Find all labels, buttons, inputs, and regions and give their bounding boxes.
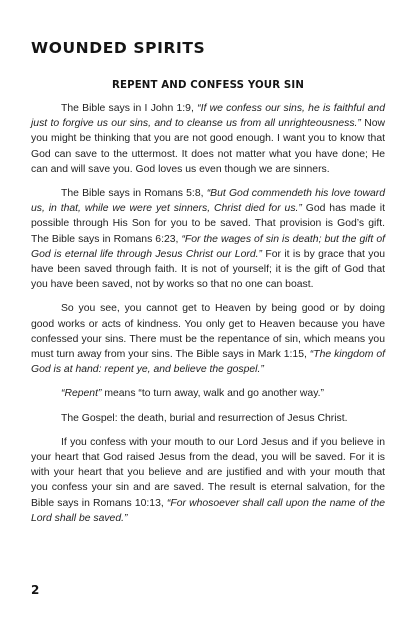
body-text [31,101,385,535]
paragraph-text: The Bible says in I John 1:9, [61,103,198,114]
scripture-quote: “Repent” [61,388,102,400]
paragraph-2 [31,186,385,292]
paragraph-text: For it is by grace that you have been saved through faith. It is not of yourself; it is the gift of God that you have been saved, not by works so that no one can boast. [31,248,385,291]
paragraph-text: God has made it possible through His Son for you to be saved. That provision is God’s gift. The Bible says in Romans 6:23, [31,203,385,245]
paragraph-text: Now you might be thinking that you are not good enough. I want you to know that God can save to the uttermost. It does not matter what you have done; He can and will save you. God loves us even though we are sinners. [31,118,385,175]
paragraph-text: So you see, you cannot get to Heaven by being good or by doing good works or acts of kindness. You only get to Heaven because you have confessed your sins. There must be the repentance of sin, which means you must turn away from your sins. The Bible says in Mark 1:15, [31,303,385,361]
paragraph-text: If you confess with your mouth to our Lord Jesus and if you believe in your heart that God raised Jesus from the dead, you will be saved. For it is with your heart that you believe and are justified and with your mouth that you confess your sin and are saved. The result is eternal salvation, for the Bible says in Romans 10:13, [31,436,385,509]
paragraph-text: means “to turn away, walk and go another way.” [101,388,324,400]
paragraph-6 [31,435,385,526]
running-header-title: WOUNDED SPIRITS [31,39,206,57]
paragraph-1 [31,101,385,177]
scripture-quote: “If we confess our sins, he is faithful and just to forgive us our sins, and to cleanse us from all unrighteousness.” [31,103,385,130]
paragraph-5 [31,411,385,426]
section-heading: REPENT AND CONFESS YOUR SIN [111,80,305,91]
scripture-quote: “For the wages of sin is death; but the gift of God is eternal life through Jesus Christ our Lord.” [31,233,385,260]
page-number: 2 [31,583,40,597]
paragraph-3 [31,301,385,377]
scripture-quote: “But God commendeth his love toward us, in that, while we were yet sinners, Christ died for us.” [31,188,385,215]
paragraph-text: The Gospel: the death, burial and resurrection of Jesus Christ. [61,412,348,424]
paragraph-text: The Bible says in Romans 5:8, [61,188,207,200]
scripture-quote: “For whosoever shall call upon the name of the Lord shall be saved.” [31,497,385,524]
paragraph-4 [31,386,385,401]
scripture-quote: “The kingdom of God is at hand: repent ye, and believe the gospel.” [31,349,385,376]
